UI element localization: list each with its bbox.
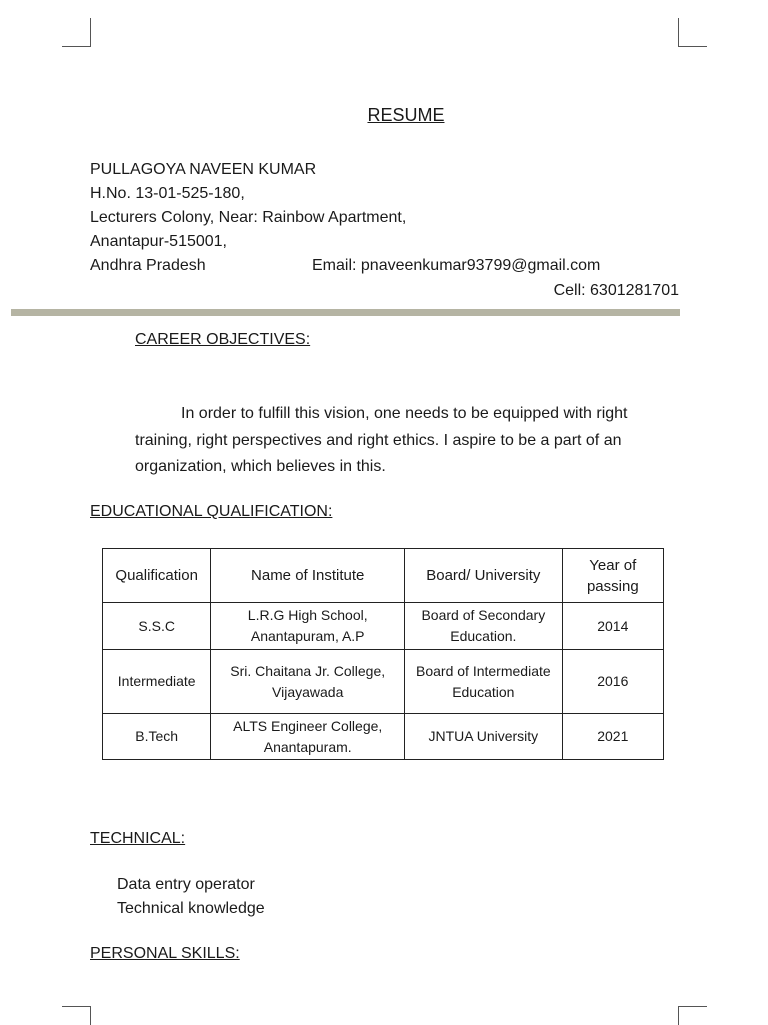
address-line-2: Lecturers Colony, Near: Rainbow Apartment, (90, 209, 407, 226)
table-cell: L.R.G High School, Anantapuram, A.P (211, 603, 405, 650)
applicant-name: PULLAGOYA NAVEEN KUMAR (90, 161, 317, 178)
address-line-3: Anantapur-515001, (90, 233, 227, 250)
table-cell: Intermediate (103, 650, 211, 714)
table-cell: ALTS Engineer College, Anantapuram. (211, 714, 405, 760)
table-cell: S.S.C (103, 603, 211, 650)
table-header-row (103, 549, 664, 603)
career-objectives-heading: CAREER OBJECTIVES: (135, 331, 311, 348)
resume-title: RESUME (367, 105, 445, 125)
table-cell: Board of Intermediate Education (405, 650, 563, 714)
table-cell: Board of Secondary Education. (405, 603, 563, 650)
email-address: Email: pnaveenkumar93799@gmail.com (312, 257, 601, 274)
technical-item: Data entry operator (117, 876, 255, 893)
table-cell: B.Tech (103, 714, 211, 760)
column-header: Year of passing (562, 549, 663, 603)
table-cell: Sri. Chaitana Jr. College, Vijayawada (211, 650, 405, 714)
personal-skills-heading: PERSONAL SKILLS: (90, 945, 240, 962)
table-row (103, 714, 664, 760)
crop-mark-bottom-left (62, 1006, 91, 1025)
career-objectives-text: In order to fulfill this vision, one needs to be equipped with right training, right perspectives and right ethics. I aspire to be a part of an organization, which believes in this. (135, 405, 628, 475)
cell-number: Cell: 6301281701 (553, 282, 679, 299)
technical-heading: TECHNICAL: (90, 830, 186, 847)
table-row (103, 603, 664, 650)
table-cell: 2016 (562, 650, 663, 714)
header-divider (11, 309, 680, 316)
technical-item: Technical knowledge (117, 900, 265, 917)
column-header: Name of Institute (211, 549, 405, 603)
address-line-1: H.No. 13-01-525-180, (90, 185, 245, 202)
crop-mark-bottom-right (678, 1006, 707, 1025)
education-table (102, 548, 664, 760)
table-cell: JNTUA University (405, 714, 563, 760)
column-header: Board/ University (405, 549, 563, 603)
table-row (103, 650, 664, 714)
address-state: Andhra Pradesh (90, 257, 206, 274)
education-heading: EDUCATIONAL QUALIFICATION: (90, 503, 333, 520)
table-cell: 2014 (562, 603, 663, 650)
crop-mark-top-left (62, 18, 91, 47)
table-cell: 2021 (562, 714, 663, 760)
crop-mark-top-right (678, 18, 707, 47)
column-header: Qualification (103, 549, 211, 603)
